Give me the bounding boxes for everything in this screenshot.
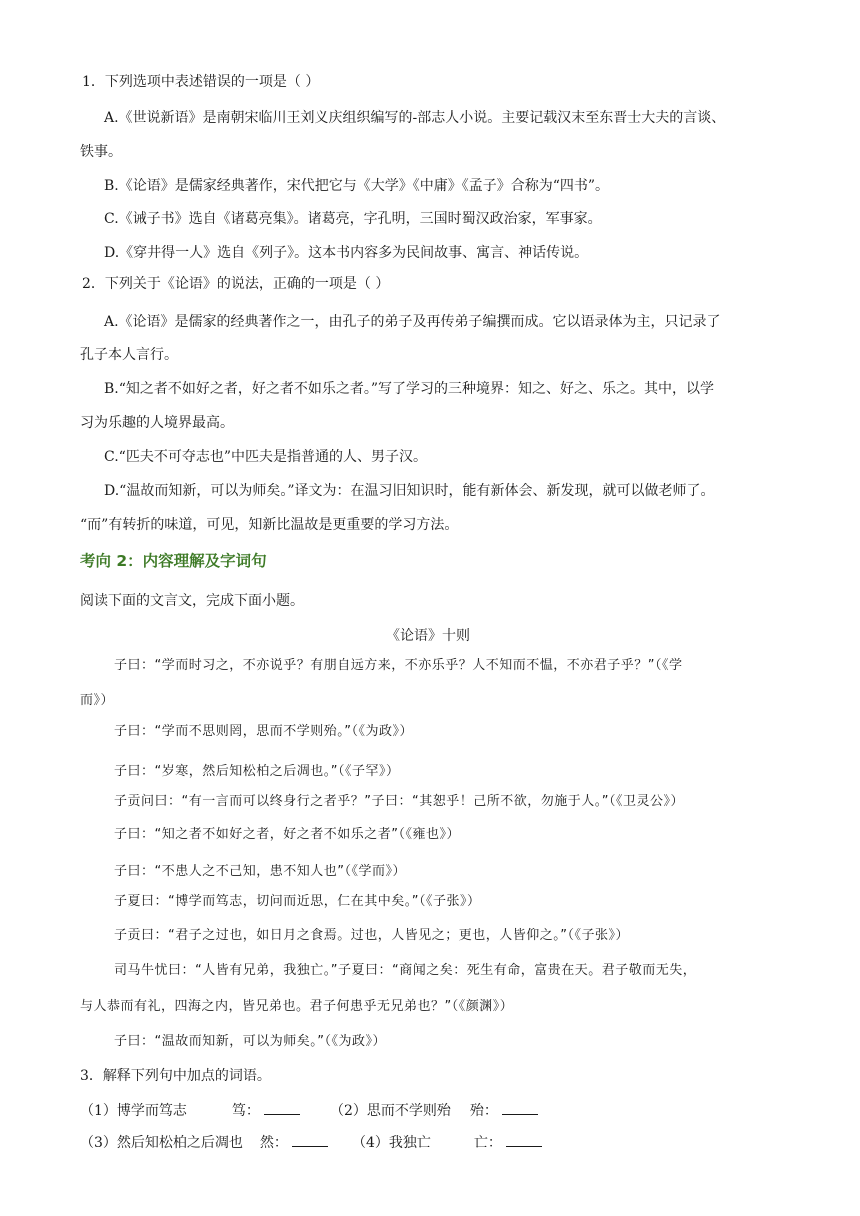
q1-option-a-cont: 铁事。 <box>80 144 122 160</box>
q3-item-2 <box>330 1100 538 1121</box>
passage-line: 子曰：“岁寒，然后知松柏之后凋也。”（《子罕》） <box>114 764 400 779</box>
passage-line: 子贡问曰：“有一言而可以终身行之者乎？”子曰：“其恕乎！己所不欲，勿施于人。”（《卫灵公》） <box>114 794 684 809</box>
q2-option-d-cont: “而”有转折的味道，可见，知新比温故是更重要的学习方法。 <box>80 517 459 533</box>
q1-option-a: A.《世说新语》是南朝宋临川王刘义庆组织编写的-部志人小说。主要记载汉末至东晋士大夫的言谈、 <box>104 110 726 126</box>
passage-line: 子贡曰：“君子之过也，如日月之食焉。过也，人皆见之；更也，人皆仰之。”（《子张》） <box>114 928 629 943</box>
q3-item-1-word: 笃： <box>231 1103 260 1119</box>
section-heading: 考向 2：内容理解及字词句 <box>80 552 267 570</box>
q2-option-a: A.《论语》是儒家的经典著作之一，由孔子的弟子及再传弟子编撰而成。它以语录体为主，只记录了 <box>104 314 721 330</box>
q2-option-a-cont: 孔子本人言行。 <box>80 347 178 363</box>
answer-blank-1[interactable] <box>264 1100 300 1115</box>
answer-blank-2[interactable] <box>502 1100 538 1115</box>
q3-item-3 <box>80 1132 328 1153</box>
answer-blank-4[interactable] <box>506 1132 542 1147</box>
passage-line: 而》） <box>80 693 115 708</box>
passage-line: 司马牛忧曰：“人皆有兄弟，我独亡。”子夏曰：“商闻之矣：死生有命，富贵在天。君子敬而无失， <box>114 963 697 978</box>
q3-item-3-word: 然： <box>259 1135 288 1151</box>
q3-item-3-label: （3）然后知松柏之后凋也 <box>80 1135 243 1151</box>
q2-option-c: C.“匹夫不可夺志也”中匹夫是指普通的人、男子汉。 <box>104 449 427 465</box>
passage-line: 子夏曰：“博学而笃志，切问而近思，仁在其中矣。”（《子张》） <box>114 894 481 909</box>
q1-option-c: C.《诫子书》选自《诸葛亮集》。诸葛亮，字孔明，三国时蜀汉政治家，军事家。 <box>104 211 602 227</box>
q2-option-d: D.“温故而知新，可以为师矣。”译文为：在温习旧知识时，能有新体会、新发现，就可以做老师了。 <box>104 483 715 499</box>
q3-stem: 3．解释下列句中加点的词语。 <box>80 1068 271 1084</box>
passage-line: 子曰：“不患人之不己知，患不知人也”（《学而》） <box>114 864 406 879</box>
q1-option-b: B.《论语》是儒家经典著作，宋代把它与《大学》《中庸》《孟子》合称为“四书”。 <box>104 178 610 194</box>
q3-item-1-label: （1）博学而笃志 <box>80 1103 187 1119</box>
passage-line: 与人恭而有礼，四海之内，皆兄弟也。君子何患乎无兄弟也？”（《颜渊》） <box>80 999 514 1014</box>
q3-item-4-label: （4）我独亡 <box>352 1135 431 1151</box>
instruction: 阅读下面的文言文，完成下面小题。 <box>80 593 304 609</box>
q2-option-b: B.“知之者不如好之者，好之者不如乐之者。”写了学习的三种境界：知之、好之、乐之。其中，以学 <box>104 381 715 397</box>
passage-line: 子曰：“知之者不如好之者，好之者不如乐之者”（《雍也》） <box>114 827 460 842</box>
q3-item-2-label: （2）思而不学则殆 <box>330 1103 451 1119</box>
passage-title: 《论语》十则 <box>386 628 470 644</box>
q1-option-d: D.《穿井得一人》选自《列子》。这本书内容多为民间故事、寓言、神话传说。 <box>104 245 589 261</box>
q2-option-b-cont: 习为乐趣的人境界最高。 <box>80 415 234 431</box>
q3-item-1 <box>80 1100 300 1121</box>
answer-blank-3[interactable] <box>292 1132 328 1147</box>
q3-item-4 <box>352 1132 542 1153</box>
q3-item-2-word: 殆： <box>469 1103 498 1119</box>
q1-stem: 1．下列选项中表述错误的一项是（ ） <box>82 74 320 90</box>
q2-stem: 2．下列关于《论语》的说法，正确的一项是（ ） <box>82 276 390 292</box>
passage-line: 子曰：“温故而知新，可以为师矣。”（《为政》） <box>114 1034 386 1049</box>
passage-line: 子曰：“学而时习之，不亦说乎？有朋自远方来，不亦乐乎？人不知而不愠，不亦君子乎？”（《学 <box>114 658 683 673</box>
q3-item-4-word: 亡： <box>473 1135 502 1151</box>
passage-line: 子曰：“学而不思则罔，思而不学则殆。”（《为政》） <box>114 724 413 739</box>
